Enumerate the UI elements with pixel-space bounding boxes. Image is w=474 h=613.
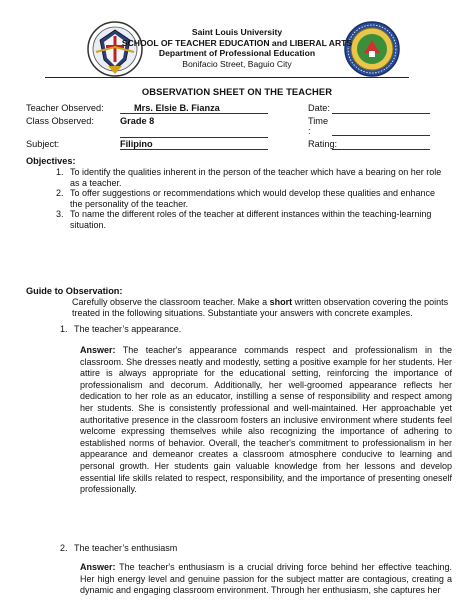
question-item — [60, 324, 181, 334]
answer-text: The teacher's appearance commands respect and professionalism in the classroom. She dresses neatly and modestly, setting a positive example for her students. Her attire is always appropriate for the educational setting, reinforcing the importance of professionalism and decorum. Additionally, her well-groomed appearance reflects her dedication to her role as an educator, instilling a sense of responsibility and respect among her students. She is consistently professional and well-maintained. Her approachable yet authoritative presence in the classroom fosters an inclusive environment where students feel welcome expressing themselves while also recognizing the importance of adhering to established norms of behavior. Overall, the teacher's commitment to professionalism in her appearance and demeanor creates a classroom atmosphere conducive to learning and personal growth. Her students gain valuable knowledge from her lessons and develop essential life skills related to respect, responsibility, and the importance of presenting oneself professionally. — [80, 345, 452, 495]
answer-text: The teacher's enthusiasm is a crucial driving force behind her effective teaching. Her high energy level and genuine passion for the subject matter are contagious, creating a dynamic and engaging classroom environment. Through her enthusiasm, she captures her — [80, 562, 452, 596]
rating-label: Rating: — [308, 139, 338, 149]
class-observed-value: Grade 8 — [120, 116, 155, 126]
objective-number: 2. — [56, 188, 64, 199]
guide-title: Guide to Observation: — [26, 286, 123, 296]
objective-text: To offer suggestions or recommendations which would develop these qualities and enhance the personality of the teacher. — [70, 188, 436, 209]
address: Bonifacio Street, Baguio City — [182, 58, 292, 69]
question-text: The teacher’s appearance. — [74, 324, 182, 334]
time-label: Time — [308, 116, 329, 126]
objectives-title: Objectives: — [26, 156, 76, 166]
school-name: SCHOOL OF TEACHER EDUCATION and LIBERAL ARTS — [121, 37, 353, 48]
header-divider — [45, 77, 409, 78]
time-colon: : — [308, 126, 311, 136]
class-observed-line — [120, 127, 268, 138]
guide-description — [72, 297, 460, 319]
teacher-observed-value: Mrs. Elsie B. Fianza — [134, 103, 220, 113]
answer-block — [80, 562, 452, 608]
subject-label: Subject: — [26, 139, 60, 149]
answer-label: Answer: — [80, 562, 116, 572]
objective-number: 1. — [56, 167, 64, 177]
letterhead — [0, 27, 474, 69]
question-number: 2. — [60, 543, 68, 553]
objective-item — [48, 167, 446, 188]
department-name: Department of Professional Education — [158, 48, 316, 59]
guide-text-emphasis: short — [269, 297, 293, 307]
date-label: Date: — [308, 103, 330, 113]
answer-label: Answer: — [80, 345, 116, 355]
objective-item — [48, 188, 446, 209]
objective-text: To identify the qualities inherent in the person of the teacher which have a bearing on her role as a teacher. — [70, 167, 442, 188]
question-text: The teacher’s enthusiasm — [74, 543, 178, 553]
university-name: Saint Louis University — [191, 27, 283, 37]
objective-item — [48, 209, 446, 230]
rating-line — [332, 139, 430, 150]
objective-text: To name the different roles of the teacher at different instances within the teaching-learning situation. — [70, 209, 432, 230]
question-number: 1. — [60, 324, 68, 334]
guide-text-end: written observation covering the points treated in the following situations. Substantiate your answers with concrete examples. — [72, 297, 449, 318]
date-line — [332, 103, 430, 114]
class-observed-label: Class Observed: — [26, 116, 94, 126]
objective-number: 3. — [56, 209, 64, 220]
subject-value: Filipino — [120, 139, 153, 149]
guide-text-start: Carefully observe the classroom teacher. Make a — [72, 297, 270, 307]
time-line — [332, 125, 430, 136]
objectives-list — [48, 167, 446, 231]
answer-block — [80, 345, 452, 517]
teacher-observed-label: Teacher Observed: — [26, 103, 104, 113]
question-item — [60, 543, 177, 553]
document-title: OBSERVATION SHEET ON THE TEACHER — [141, 86, 333, 97]
